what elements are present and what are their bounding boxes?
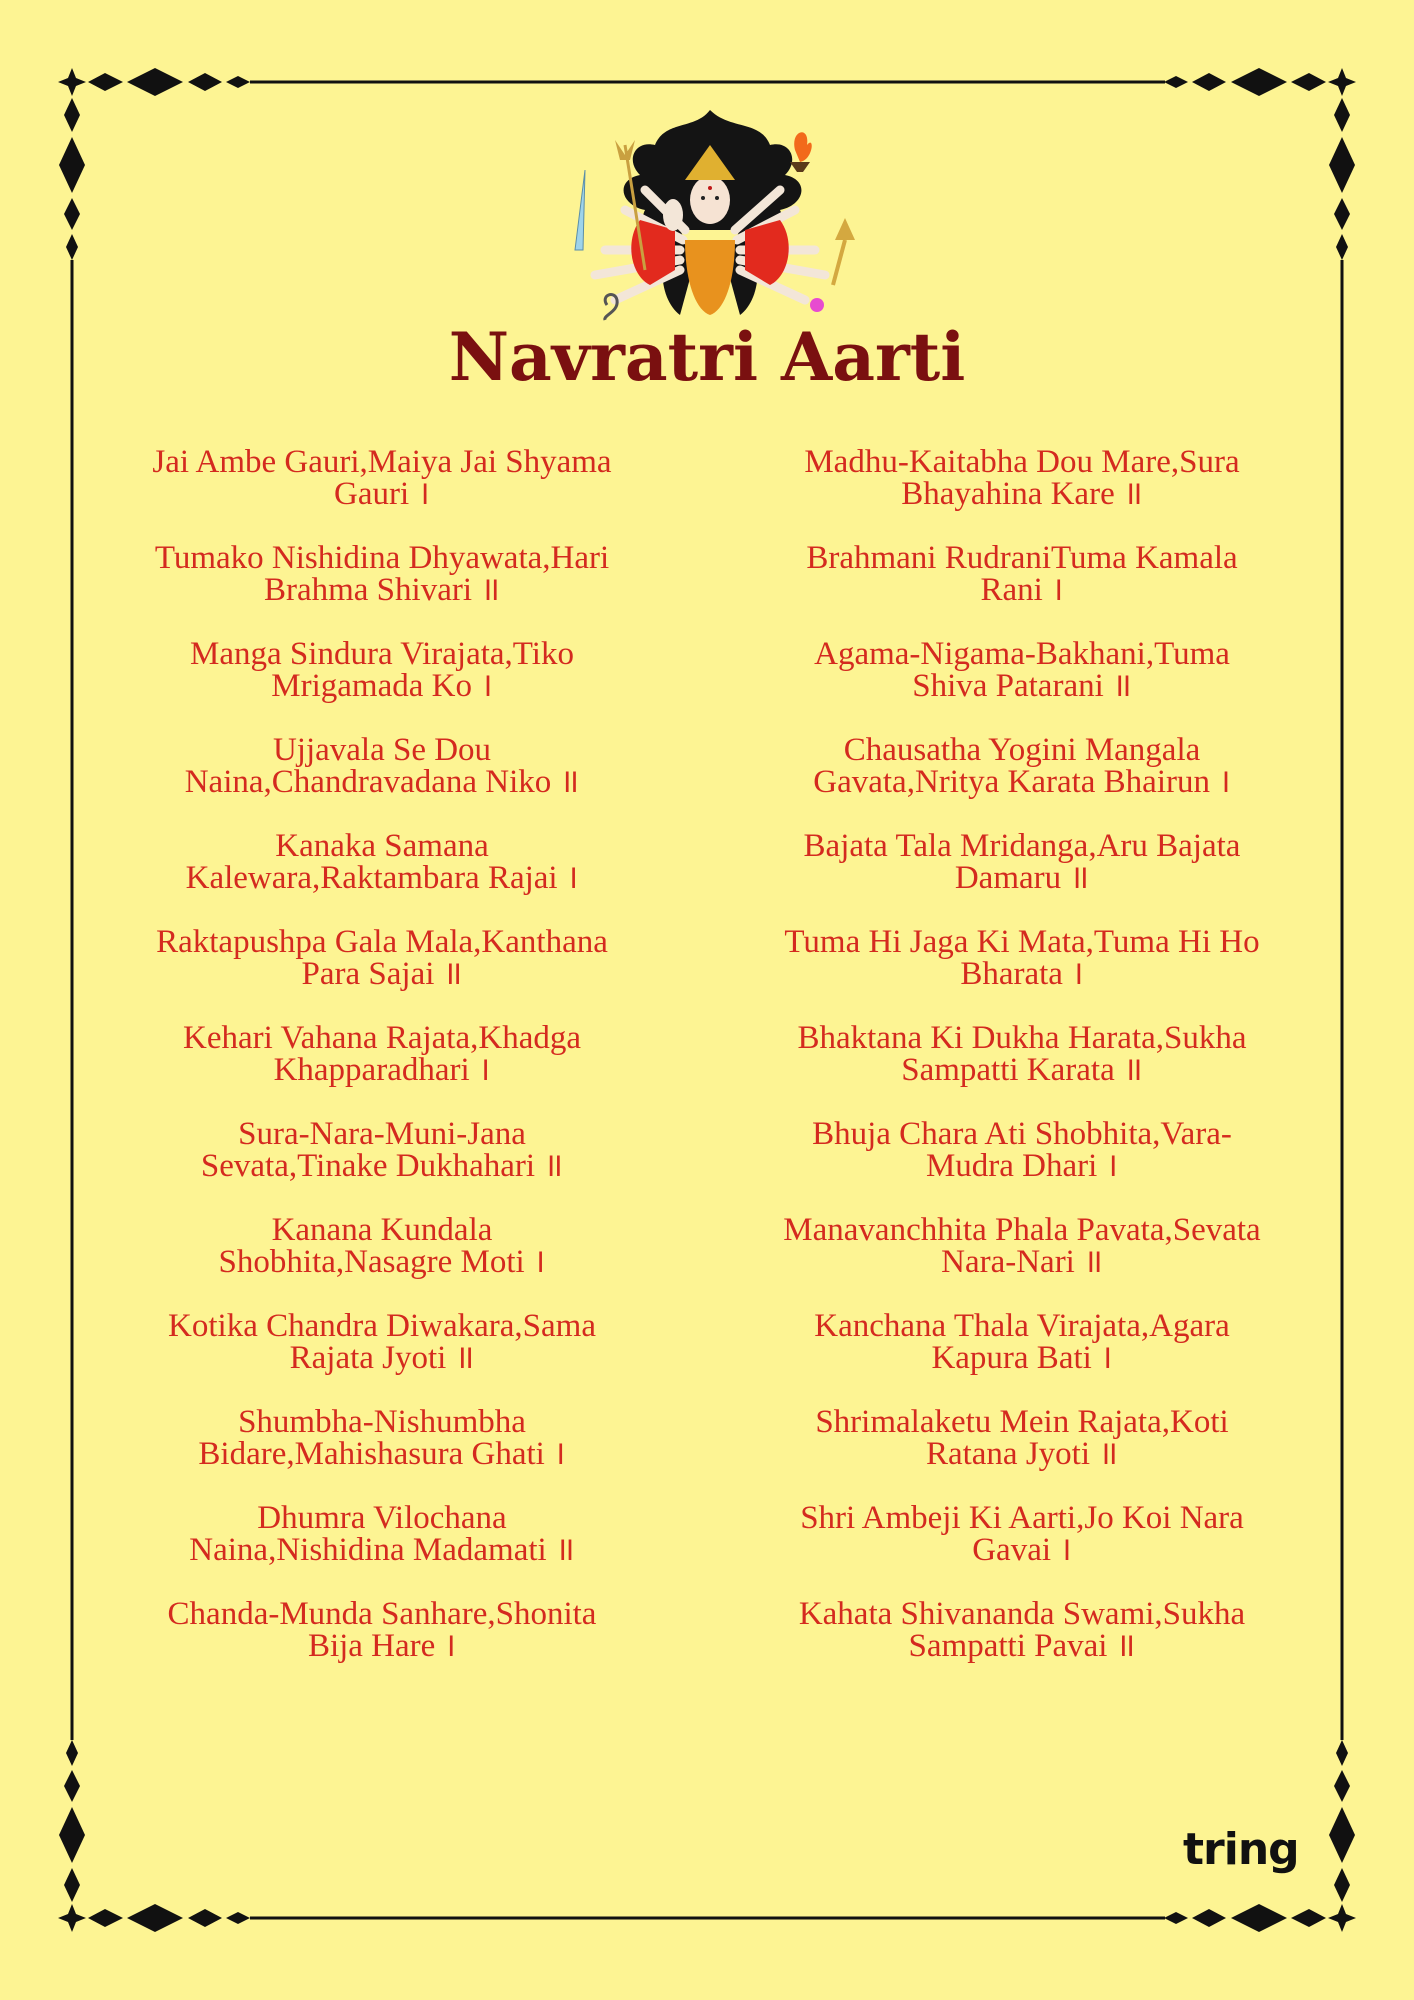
verse-line: Kalewara,Raktambara Rajai । xyxy=(185,860,579,896)
verse-block xyxy=(722,1598,1322,1694)
verse-line: Madhu-Kaitabha Dou Mare,Sura xyxy=(804,444,1240,480)
verse-line: Mrigamada Ko । xyxy=(271,668,493,704)
verse-line: Bidare,Mahishasura Ghati । xyxy=(198,1436,566,1472)
verse-line: Sampatti Pavai ॥ xyxy=(908,1628,1136,1664)
verse-line: Rani । xyxy=(980,572,1064,608)
verse-line: Agama-Nigama-Bakhani,Tuma xyxy=(814,636,1230,672)
verse-block xyxy=(82,446,682,542)
verse-block xyxy=(722,446,1322,542)
verse-block xyxy=(82,1406,682,1502)
verse-block xyxy=(82,830,682,926)
verse-line: Tumako Nishidina Dhyawata,Hari xyxy=(154,540,610,576)
verse-line: Sampatti Karata ॥ xyxy=(901,1052,1143,1088)
verse-column-right xyxy=(722,446,1322,1694)
verse-line: Bija Hare । xyxy=(307,1628,457,1664)
verse-line: Brahma Shivari ॥ xyxy=(263,572,501,608)
verse-line: Dhumra Vilochana xyxy=(257,1500,507,1536)
verse-line: Chanda-Munda Sanhare,Shonita xyxy=(167,1596,597,1632)
verse-line: Jai Ambe Gauri,Maiya Jai Shyama xyxy=(152,444,612,480)
verse-line: Kotika Chandra Diwakara,Sama xyxy=(168,1308,596,1344)
verse-line: Shrimalaketu Mein Rajata,Koti xyxy=(815,1404,1229,1440)
verse-line: Shiva Patarani ॥ xyxy=(912,668,1132,704)
verse-block xyxy=(82,1118,682,1214)
verse-line: Rajata Jyoti ॥ xyxy=(289,1340,475,1376)
verse-line: Kanchana Thala Virajata,Agara xyxy=(814,1308,1230,1344)
verse-block xyxy=(722,1118,1322,1214)
verse-line: Shobhita,Nasagre Moti । xyxy=(218,1244,546,1280)
verse-block xyxy=(82,734,682,830)
verse-line: Sevata,Tinake Dukhahari ॥ xyxy=(200,1148,564,1184)
verse-line: Chausatha Yogini Mangala xyxy=(843,732,1201,768)
verse-block xyxy=(82,1502,682,1598)
verse-block xyxy=(82,638,682,734)
verse-line: Bhaktana Ki Dukha Harata,Sukha xyxy=(797,1020,1247,1056)
verse-line: Gavai । xyxy=(972,1532,1072,1568)
verse-line: Sura-Nara-Muni-Jana xyxy=(238,1116,526,1152)
verse-line: Damaru ॥ xyxy=(954,860,1090,896)
verse-line: Kapura Bati । xyxy=(931,1340,1113,1376)
verse-block xyxy=(82,1598,682,1694)
verse-block xyxy=(722,734,1322,830)
verse-line: Bajata Tala Mridanga,Aru Bajata xyxy=(803,828,1241,864)
verse-line: Kanaka Samana xyxy=(275,828,489,864)
verse-line: Brahmani RudraniTuma Kamala xyxy=(806,540,1238,576)
verse-line: Ujjavala Se Dou xyxy=(272,732,492,768)
verse-line: Para Sajai ॥ xyxy=(301,956,463,992)
verse-line: Kahata Shivananda Swami,Sukha xyxy=(798,1596,1246,1632)
verse-line: Tuma Hi Jaga Ki Mata,Tuma Hi Ho xyxy=(784,924,1260,960)
verse-block xyxy=(82,1310,682,1406)
verse-block xyxy=(722,1022,1322,1118)
verse-line: Shri Ambeji Ki Aarti,Jo Koi Nara xyxy=(800,1500,1244,1536)
verse-block xyxy=(82,1022,682,1118)
verse-block xyxy=(722,1214,1322,1310)
verse-block xyxy=(722,1406,1322,1502)
verse-line: Mudra Dhari । xyxy=(925,1148,1119,1184)
verse-line: Raktapushpa Gala Mala,Kanthana xyxy=(156,924,608,960)
verse-line: Gavata,Nritya Karata Bhairun । xyxy=(813,764,1231,800)
verse-line: Nara-Nari ॥ xyxy=(941,1244,1103,1280)
verse-line: Bhuja Chara Ati Shobhita,Vara- xyxy=(812,1116,1232,1152)
verse-line: Ratana Jyoti ॥ xyxy=(925,1436,1119,1472)
verse-line: Kanana Kundala xyxy=(271,1212,493,1248)
verse-line: Bhayahina Kare ॥ xyxy=(901,476,1143,512)
verse-line: Khapparadhari । xyxy=(273,1052,491,1088)
verse-block xyxy=(722,1310,1322,1406)
verse-line: Shumbha-Nishumbha xyxy=(238,1404,526,1440)
verse-line: Naina,Nishidina Madamati ॥ xyxy=(189,1532,575,1568)
verse-block xyxy=(722,542,1322,638)
verse-block xyxy=(82,1214,682,1310)
verse-block xyxy=(82,926,682,1022)
verse-block xyxy=(722,926,1322,1022)
verse-block xyxy=(722,638,1322,734)
verse-line: Manga Sindura Virajata,Tiko xyxy=(190,636,574,672)
verse-column-left xyxy=(82,446,682,1694)
verse-line: Kehari Vahana Rajata,Khadga xyxy=(183,1020,581,1056)
page-title: Navratri Aarti xyxy=(448,318,966,396)
verse-line: Manavanchhita Phala Pavata,Sevata xyxy=(783,1212,1261,1248)
verse-line: Gauri । xyxy=(334,476,430,512)
verse-block xyxy=(722,830,1322,926)
verse-line: Naina,Chandravadana Niko ॥ xyxy=(184,764,580,800)
brand-logo: tring xyxy=(1183,1824,1299,1875)
verse-block xyxy=(82,542,682,638)
verse-line: Bharata । xyxy=(960,956,1084,992)
verse-block xyxy=(722,1502,1322,1598)
durga-illustration-icon xyxy=(545,100,875,330)
